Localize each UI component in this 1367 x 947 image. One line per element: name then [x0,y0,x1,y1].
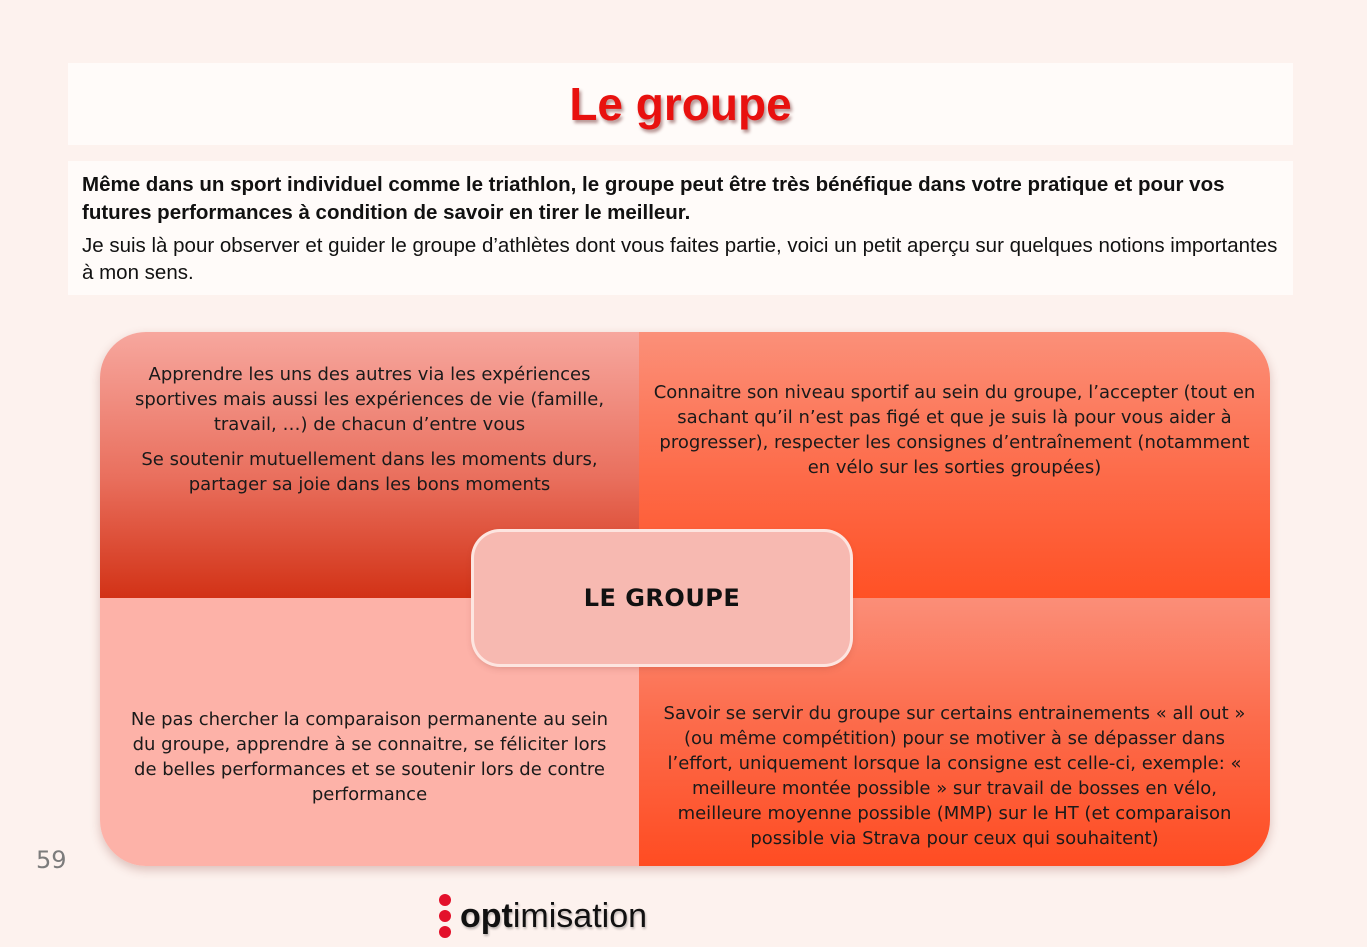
quadrant-top-right-text: Connaitre son niveau sportif au sein du groupe, l’accepter (tout en sachant qu’il n’est pas figé et que je suis là pour vous aider à progresser), respecter les consignes d’entraînement (notamment en vélo sur les sorties groupées) [653,382,1256,478]
page-number: 59 [36,846,67,874]
quadrant-top-left-text-2: Se soutenir mutuellement dans les moments durs, partager sa joie dans les bons moments [141,449,598,495]
logo-text [460,893,647,939]
quadrant-bottom-right-text: Savoir se servir du groupe sur certains entrainements « all out » (ou même compétition) pour se motiver à se dépasser dans l’effort, uniquement lorsque la consigne est celle-ci, exemple: « meilleure montée possible » sur travail de bosses en vélo, meilleure moyenne possible (MMP) sur le HT (et comparaison possible via Strava pour ceux qui souhaitent) [663,703,1246,849]
slide-title: Le groupe [569,78,792,130]
logo-dots-icon [436,893,454,939]
intro-bold-text: Même dans un sport individuel comme le triathlon, le groupe peut être très bénéfique dans votre pratique et pour vos futures performances à condition de savoir en tirer le meilleur. [82,173,1225,224]
title-box [68,63,1293,145]
intro-regular-text: Je suis là pour observer et guider le groupe d’athlètes dont vous faites partie, voici un petit aperçu sur quelques notions importantes à mon sens. [82,234,1278,284]
logo-text-regular: imisation [512,897,648,935]
center-label: LE GROUPE [583,584,741,612]
quadrant-top-left-text-1: Apprendre les uns des autres via les expériences sportives mais aussi les expériences de vie (famille, travail, …) de chacun d’entre vous [134,364,605,435]
center-label-box [474,532,850,664]
quadrant-bottom-left-text: Ne pas chercher la comparaison permanente au sein du groupe, apprendre à se connaitre, se féliciter lors de belles performances et se soutenir lors de contre performance [130,709,609,805]
optimisation-logo [436,893,647,939]
intro-box [68,161,1293,295]
logo-text-bold: opt [460,897,513,935]
